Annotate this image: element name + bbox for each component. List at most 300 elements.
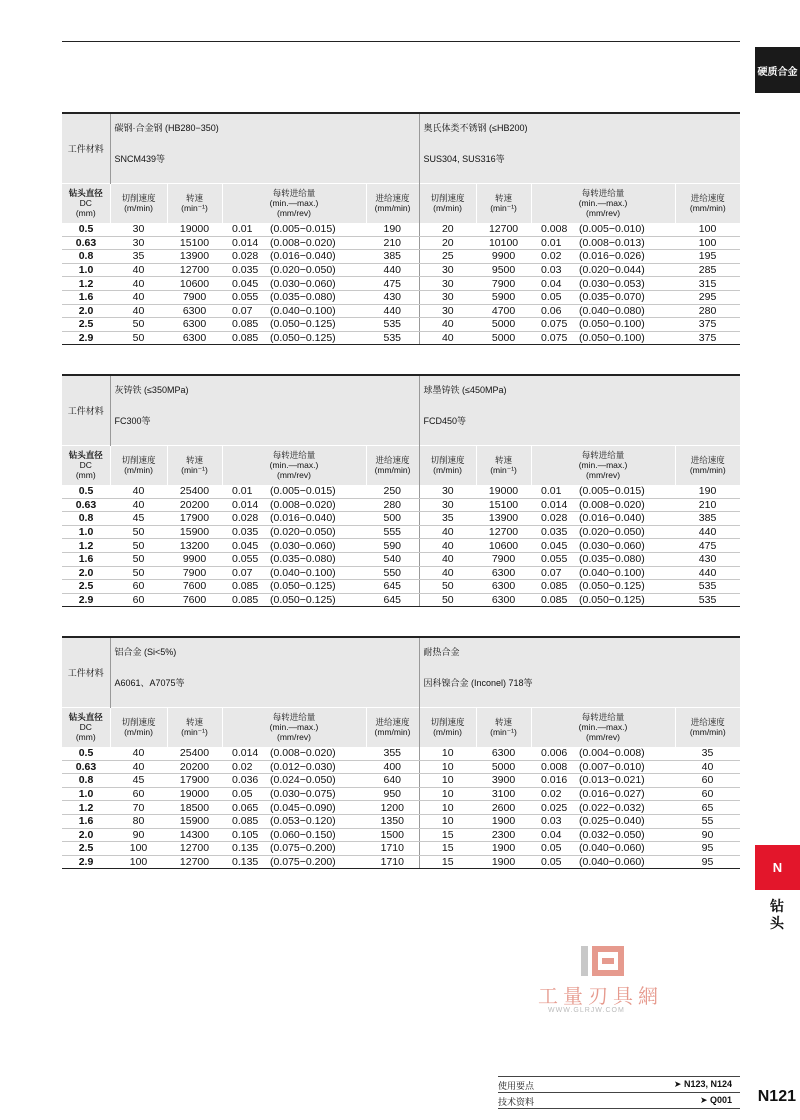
header-feed-per-rev-line: 每转进给量 bbox=[581, 712, 625, 723]
feed-value: 0.075 bbox=[541, 332, 568, 345]
feed-rate-cell: 500 bbox=[366, 512, 419, 526]
feed-cell bbox=[222, 263, 366, 277]
feed-cell bbox=[531, 814, 675, 828]
feed-value: 0.05 bbox=[232, 788, 253, 801]
material-name: 铝合金 (Si<5%) bbox=[114, 647, 177, 657]
feed-cell bbox=[222, 828, 366, 842]
feed-value: 0.075 bbox=[541, 318, 568, 331]
feed-cell bbox=[222, 774, 366, 788]
header-feed-per-rev-line: 每转进给量 bbox=[272, 450, 316, 461]
feed-range: (0.040−0.060) bbox=[579, 856, 645, 869]
feed-value: 0.008 bbox=[541, 223, 568, 236]
header-cutting-speed-line: 切削速度 bbox=[121, 455, 156, 466]
feed-range: (0.007−0.010) bbox=[579, 760, 645, 773]
diameter-cell: 1.6 bbox=[62, 290, 110, 304]
header-feed-per-rev-line: (min.—max.) bbox=[269, 722, 319, 733]
cutting-speed-cell: 40 bbox=[110, 498, 167, 512]
feed-range: (0.013−0.021) bbox=[579, 774, 645, 787]
feed-value: 0.06 bbox=[541, 304, 562, 317]
top-rule bbox=[62, 41, 740, 42]
feed-rate-cell: 60 bbox=[675, 774, 740, 788]
feed-range: (0.050−0.100) bbox=[579, 332, 645, 345]
feed-rate-cell: 430 bbox=[366, 290, 419, 304]
cutting-speed-cell: 40 bbox=[110, 277, 167, 291]
feed-rate-cell: 190 bbox=[366, 223, 419, 236]
spindle-speed-cell: 2300 bbox=[476, 828, 531, 842]
header-cutting-speed-line: (m/min) bbox=[124, 203, 153, 214]
header-feed-per-rev-line: 每转进给量 bbox=[272, 188, 316, 199]
table-row bbox=[62, 760, 740, 774]
diameter-cell: 1.2 bbox=[62, 801, 110, 815]
feed-value: 0.045 bbox=[232, 539, 259, 552]
feed-rate-cell: 440 bbox=[675, 566, 740, 580]
diameter-cell: 1.0 bbox=[62, 525, 110, 539]
table-row bbox=[62, 485, 740, 498]
feed-value: 0.05 bbox=[541, 842, 562, 855]
feed-rate-cell: 40 bbox=[675, 760, 740, 774]
cutting-table bbox=[62, 636, 740, 869]
header-feed-rate-line: 进给速度 bbox=[375, 193, 410, 204]
cutting-speed-cell: 45 bbox=[110, 512, 167, 526]
work-material-label: 工件材料 bbox=[62, 375, 110, 445]
cutting-speed-cell: 30 bbox=[419, 304, 476, 318]
header-feed-rate-line: 进给速度 bbox=[690, 193, 725, 204]
cutting-speed-cell: 30 bbox=[419, 263, 476, 277]
feed-cell bbox=[531, 855, 675, 869]
spindle-speed-cell: 1900 bbox=[476, 855, 531, 869]
feed-cell bbox=[222, 318, 366, 332]
material-grade: SNCM439等 bbox=[114, 154, 166, 164]
feed-rate-cell: 280 bbox=[366, 498, 419, 512]
feed-range: (0.075−0.200) bbox=[270, 842, 336, 855]
reference-link[interactable]: ➤ N123, N124 bbox=[673, 1079, 732, 1089]
feed-value: 0.01 bbox=[232, 223, 253, 236]
header-feed-per-rev-line: 每转进给量 bbox=[581, 188, 625, 199]
cutting-speed-cell: 40 bbox=[419, 331, 476, 345]
feed-cell bbox=[222, 552, 366, 566]
feed-rate-cell: 375 bbox=[675, 331, 740, 345]
feed-range: (0.016−0.040) bbox=[270, 512, 336, 525]
feed-rate-cell: 35 bbox=[675, 747, 740, 760]
header-feed-rate bbox=[366, 183, 419, 223]
feed-value: 0.036 bbox=[232, 774, 259, 787]
reference-label: 使用要点 bbox=[498, 1081, 535, 1091]
spindle-speed-cell: 20200 bbox=[167, 498, 222, 512]
header-feed-rate-line: 进给速度 bbox=[375, 455, 410, 466]
header-feed-per-rev bbox=[222, 445, 366, 485]
feed-range: (0.008−0.020) bbox=[579, 498, 645, 511]
cutting-speed-cell: 20 bbox=[419, 236, 476, 250]
feed-range: (0.016−0.026) bbox=[579, 250, 645, 263]
watermark-url: WWW.GLRJW.COM bbox=[548, 1007, 625, 1014]
feed-rate-cell: 280 bbox=[675, 304, 740, 318]
cutting-speed-cell: 40 bbox=[110, 485, 167, 498]
feed-value: 0.085 bbox=[541, 594, 568, 607]
cutting-speed-cell: 40 bbox=[110, 760, 167, 774]
feed-cell bbox=[222, 223, 366, 236]
header-feed-rate bbox=[675, 183, 740, 223]
spindle-speed-cell: 19000 bbox=[167, 223, 222, 236]
feed-range: (0.050−0.125) bbox=[579, 580, 645, 593]
header-feed-per-rev-line: 每转进给量 bbox=[581, 450, 625, 461]
spindle-speed-cell: 3100 bbox=[476, 787, 531, 801]
header-diameter-line: DC bbox=[79, 198, 92, 209]
table-row bbox=[62, 747, 740, 760]
feed-value: 0.04 bbox=[541, 277, 562, 290]
feed-value: 0.01 bbox=[232, 485, 253, 498]
table-row bbox=[62, 223, 740, 236]
feed-rate-cell: 555 bbox=[366, 525, 419, 539]
feed-range: (0.040−0.060) bbox=[579, 842, 645, 855]
feed-value: 0.014 bbox=[232, 747, 259, 760]
spindle-speed-cell: 13900 bbox=[476, 512, 531, 526]
spindle-speed-cell: 7900 bbox=[167, 566, 222, 580]
cutting-speed-cell: 30 bbox=[419, 498, 476, 512]
feed-cell bbox=[531, 318, 675, 332]
feed-value: 0.135 bbox=[232, 842, 259, 855]
feed-rate-cell: 640 bbox=[366, 774, 419, 788]
table-row bbox=[62, 331, 740, 345]
feed-value: 0.02 bbox=[541, 788, 562, 801]
cutting-speed-cell: 40 bbox=[419, 539, 476, 553]
table-row bbox=[62, 580, 740, 594]
cutting-speed-cell: 20 bbox=[419, 223, 476, 236]
spindle-speed-cell: 12700 bbox=[476, 223, 531, 236]
feed-range: (0.040−0.100) bbox=[270, 566, 336, 579]
feed-cell bbox=[531, 512, 675, 526]
feed-value: 0.07 bbox=[232, 566, 253, 579]
feed-value: 0.028 bbox=[232, 512, 259, 525]
feed-cell bbox=[222, 236, 366, 250]
cutting-speed-cell: 10 bbox=[419, 774, 476, 788]
spindle-speed-cell: 7900 bbox=[167, 290, 222, 304]
cutting-speed-cell: 40 bbox=[110, 290, 167, 304]
section-tab-carbide[interactable]: 硬质合金 bbox=[755, 47, 800, 93]
header-cutting-speed-line: 切削速度 bbox=[121, 193, 156, 204]
table-row bbox=[62, 525, 740, 539]
table-row bbox=[62, 566, 740, 580]
work-material-label: 工件材料 bbox=[62, 637, 110, 707]
feed-range: (0.050−0.100) bbox=[579, 318, 645, 331]
header-cutting-speed-line: 切削速度 bbox=[430, 193, 465, 204]
feed-value: 0.07 bbox=[541, 566, 562, 579]
feed-cell bbox=[531, 539, 675, 553]
cutting-speed-cell: 15 bbox=[419, 842, 476, 856]
spindle-speed-cell: 17900 bbox=[167, 512, 222, 526]
header-feed-rate-line: 进给速度 bbox=[690, 717, 725, 728]
feed-cell bbox=[222, 814, 366, 828]
header-spindle-speed bbox=[167, 183, 222, 223]
header-feed-rate-line: (mm/min) bbox=[689, 465, 726, 476]
header-diameter bbox=[62, 707, 110, 747]
feed-value: 0.035 bbox=[541, 526, 568, 539]
feed-range: (0.004−0.008) bbox=[579, 747, 645, 760]
header-cutting-speed bbox=[419, 183, 476, 223]
feed-rate-cell: 385 bbox=[366, 250, 419, 264]
feed-rate-cell: 385 bbox=[675, 512, 740, 526]
diameter-cell: 1.6 bbox=[62, 814, 110, 828]
feed-value: 0.014 bbox=[232, 236, 259, 249]
header-feed-rate bbox=[675, 445, 740, 485]
table-row bbox=[62, 290, 740, 304]
cutting-speed-cell: 50 bbox=[110, 525, 167, 539]
cutting-speed-cell: 50 bbox=[419, 580, 476, 594]
header-cutting-speed bbox=[419, 707, 476, 747]
feed-cell bbox=[531, 774, 675, 788]
feed-range: (0.020−0.050) bbox=[579, 526, 645, 539]
feed-rate-cell: 100 bbox=[675, 236, 740, 250]
feed-value: 0.055 bbox=[541, 553, 568, 566]
header-feed-per-rev-line: (min.—max.) bbox=[578, 198, 628, 209]
watermark-logo-icon bbox=[580, 944, 626, 978]
feed-range: (0.005−0.015) bbox=[579, 485, 645, 498]
header-spindle-speed-line: 转速 bbox=[185, 717, 203, 728]
feed-cell bbox=[222, 593, 366, 607]
spindle-speed-cell: 18500 bbox=[167, 801, 222, 815]
spindle-speed-cell: 15900 bbox=[167, 814, 222, 828]
feed-range: (0.008−0.020) bbox=[270, 236, 336, 249]
material-left bbox=[110, 375, 419, 445]
feed-range: (0.008−0.020) bbox=[270, 747, 336, 760]
diameter-cell: 0.8 bbox=[62, 774, 110, 788]
feed-cell bbox=[222, 566, 366, 580]
cutting-speed-cell: 50 bbox=[110, 566, 167, 580]
feed-rate-cell: 1200 bbox=[366, 801, 419, 815]
cutting-speed-cell: 10 bbox=[419, 801, 476, 815]
spindle-speed-cell: 15100 bbox=[476, 498, 531, 512]
header-diameter-line: (mm) bbox=[75, 208, 96, 219]
material-name: 碳钢·合金钢 (HB280−350) bbox=[114, 123, 219, 133]
feed-range: (0.035−0.080) bbox=[270, 291, 336, 304]
feed-rate-cell: 440 bbox=[675, 525, 740, 539]
diameter-cell: 0.5 bbox=[62, 223, 110, 236]
feed-range: (0.025−0.040) bbox=[579, 815, 645, 828]
feed-rate-cell: 535 bbox=[366, 331, 419, 345]
header-diameter-line: (mm) bbox=[75, 732, 96, 743]
feed-range: (0.030−0.053) bbox=[579, 277, 645, 290]
material-name: 球墨铸铁 (≤450MPa) bbox=[423, 385, 507, 395]
feed-value: 0.05 bbox=[541, 291, 562, 304]
diameter-cell: 2.0 bbox=[62, 828, 110, 842]
feed-range: (0.050−0.125) bbox=[270, 594, 336, 607]
cutting-speed-cell: 10 bbox=[419, 787, 476, 801]
header-feed-per-rev-line: 每转进给量 bbox=[272, 712, 316, 723]
feed-cell bbox=[531, 304, 675, 318]
spindle-speed-cell: 5000 bbox=[476, 318, 531, 332]
feed-rate-cell: 100 bbox=[675, 223, 740, 236]
material-grade: FCD450等 bbox=[423, 416, 467, 426]
feed-rate-cell: 535 bbox=[675, 580, 740, 594]
cutting-speed-cell: 50 bbox=[110, 318, 167, 332]
header-cutting-speed-line: (m/min) bbox=[124, 465, 153, 476]
header-feed-per-rev-line: (mm/rev) bbox=[586, 208, 621, 219]
spindle-speed-cell: 7900 bbox=[476, 552, 531, 566]
cutting-speed-cell: 45 bbox=[110, 774, 167, 788]
spindle-speed-cell: 25400 bbox=[167, 485, 222, 498]
cutting-speed-cell: 15 bbox=[419, 855, 476, 869]
material-right bbox=[419, 375, 740, 445]
diameter-cell: 2.9 bbox=[62, 855, 110, 869]
header-spindle-speed-line: (min⁻¹) bbox=[181, 727, 208, 738]
table-row bbox=[62, 236, 740, 250]
spindle-speed-cell: 6300 bbox=[476, 747, 531, 760]
header-spindle-speed-line: (min⁻¹) bbox=[490, 203, 517, 214]
reference-row[interactable] bbox=[498, 1076, 740, 1092]
feed-value: 0.01 bbox=[541, 236, 562, 249]
spindle-speed-cell: 12700 bbox=[476, 525, 531, 539]
cutting-speed-cell: 60 bbox=[110, 787, 167, 801]
spindle-speed-cell: 5000 bbox=[476, 760, 531, 774]
spindle-speed-cell: 1900 bbox=[476, 842, 531, 856]
spindle-speed-cell: 13200 bbox=[167, 539, 222, 553]
feed-range: (0.016−0.040) bbox=[270, 250, 336, 263]
header-spindle-speed-line: 转速 bbox=[495, 455, 513, 466]
table-row bbox=[62, 539, 740, 553]
spindle-speed-cell: 6300 bbox=[476, 593, 531, 607]
feed-rate-cell: 250 bbox=[366, 485, 419, 498]
spindle-speed-cell: 9900 bbox=[167, 552, 222, 566]
header-spindle-speed-line: 转速 bbox=[495, 193, 513, 204]
material-left bbox=[110, 113, 419, 183]
header-spindle-speed bbox=[476, 183, 531, 223]
feed-cell bbox=[531, 223, 675, 236]
section-tab-n[interactable]: N bbox=[755, 845, 800, 890]
feed-range: (0.020−0.044) bbox=[579, 264, 645, 277]
feed-rate-cell: 95 bbox=[675, 842, 740, 856]
header-diameter-line: DC bbox=[79, 722, 92, 733]
feed-rate-cell: 540 bbox=[366, 552, 419, 566]
feed-value: 0.055 bbox=[232, 291, 259, 304]
spindle-speed-cell: 25400 bbox=[167, 747, 222, 760]
work-material-label: 工件材料 bbox=[62, 113, 110, 183]
feed-rate-cell: 400 bbox=[366, 760, 419, 774]
feed-rate-cell: 475 bbox=[675, 539, 740, 553]
table-row bbox=[62, 512, 740, 526]
header-cutting-speed-line: (m/min) bbox=[124, 727, 153, 738]
feed-value: 0.065 bbox=[232, 801, 259, 814]
spindle-speed-cell: 2600 bbox=[476, 801, 531, 815]
feed-cell bbox=[531, 331, 675, 345]
header-feed-per-rev-line: (mm/rev) bbox=[586, 470, 621, 481]
feed-cell bbox=[222, 525, 366, 539]
header-feed-rate-line: 进给速度 bbox=[375, 717, 410, 728]
feed-range: (0.005−0.015) bbox=[270, 485, 336, 498]
reference-row[interactable] bbox=[498, 1092, 740, 1109]
feed-cell bbox=[531, 250, 675, 264]
feed-cell bbox=[222, 498, 366, 512]
header-diameter-line: 钻头直径 bbox=[68, 712, 103, 723]
header-cutting-speed-line: 切削速度 bbox=[430, 717, 465, 728]
feed-range: (0.008−0.020) bbox=[270, 498, 336, 511]
material-name: 耐热合金 bbox=[423, 647, 460, 657]
cutting-speed-cell: 50 bbox=[110, 539, 167, 553]
feed-cell bbox=[531, 498, 675, 512]
material-grade: FC300等 bbox=[114, 416, 151, 426]
feed-cell bbox=[222, 787, 366, 801]
feed-value: 0.085 bbox=[232, 594, 259, 607]
header-feed-per-rev bbox=[222, 183, 366, 223]
feed-cell bbox=[531, 552, 675, 566]
cutting-speed-cell: 30 bbox=[419, 485, 476, 498]
header-cutting-speed bbox=[110, 707, 167, 747]
table-row bbox=[62, 263, 740, 277]
diameter-cell: 0.63 bbox=[62, 236, 110, 250]
feed-range: (0.045−0.090) bbox=[270, 801, 336, 814]
feed-value: 0.014 bbox=[232, 498, 259, 511]
feed-cell bbox=[531, 828, 675, 842]
feed-value: 0.02 bbox=[541, 250, 562, 263]
cutting-table bbox=[62, 112, 740, 345]
spindle-speed-cell: 12700 bbox=[167, 842, 222, 856]
cutting-speed-cell: 30 bbox=[110, 223, 167, 236]
feed-range: (0.060−0.150) bbox=[270, 828, 336, 841]
header-feed-rate bbox=[366, 445, 419, 485]
reference-label: 技术资料 bbox=[498, 1097, 535, 1107]
feed-rate-cell: 60 bbox=[675, 787, 740, 801]
table-row bbox=[62, 787, 740, 801]
header-cutting-speed-line: (m/min) bbox=[433, 465, 462, 476]
spindle-speed-cell: 7900 bbox=[476, 277, 531, 291]
feed-cell bbox=[531, 747, 675, 760]
feed-cell bbox=[531, 277, 675, 291]
spindle-speed-cell: 6300 bbox=[476, 566, 531, 580]
feed-rate-cell: 535 bbox=[675, 593, 740, 607]
feed-rate-cell: 440 bbox=[366, 263, 419, 277]
feed-rate-cell: 55 bbox=[675, 814, 740, 828]
header-feed-per-rev-line: (mm/rev) bbox=[277, 732, 311, 743]
cutting-speed-cell: 100 bbox=[110, 855, 167, 869]
feed-range: (0.022−0.032) bbox=[579, 801, 645, 814]
feed-range: (0.005−0.010) bbox=[579, 223, 645, 236]
feed-cell bbox=[531, 525, 675, 539]
table-row bbox=[62, 593, 740, 607]
spindle-speed-cell: 7600 bbox=[167, 580, 222, 594]
feed-range: (0.040−0.100) bbox=[270, 304, 336, 317]
feed-rate-cell: 285 bbox=[675, 263, 740, 277]
spindle-speed-cell: 19000 bbox=[476, 485, 531, 498]
spindle-speed-cell: 12700 bbox=[167, 855, 222, 869]
spindle-speed-cell: 13900 bbox=[167, 250, 222, 264]
diameter-cell: 0.63 bbox=[62, 498, 110, 512]
header-feed-per-rev-line: (min.—max.) bbox=[269, 460, 319, 471]
feed-range: (0.030−0.060) bbox=[579, 539, 645, 552]
diameter-cell: 0.5 bbox=[62, 485, 110, 498]
spindle-speed-cell: 14300 bbox=[167, 828, 222, 842]
feed-value: 0.028 bbox=[541, 512, 568, 525]
feed-value: 0.008 bbox=[541, 760, 568, 773]
feed-value: 0.016 bbox=[541, 774, 568, 787]
feed-rate-cell: 295 bbox=[675, 290, 740, 304]
header-feed-per-rev bbox=[531, 445, 675, 485]
feed-rate-cell: 645 bbox=[366, 593, 419, 607]
feed-value: 0.085 bbox=[232, 318, 259, 331]
section-label-drill: 钻头 bbox=[770, 898, 784, 931]
header-spindle-speed-line: (min⁻¹) bbox=[490, 465, 517, 476]
header-feed-rate-line: 进给速度 bbox=[690, 455, 725, 466]
material-grade: A6061、A7075等 bbox=[114, 678, 185, 688]
spindle-speed-cell: 6300 bbox=[167, 304, 222, 318]
feed-value: 0.07 bbox=[232, 304, 253, 317]
reference-link[interactable]: ➤ Q001 bbox=[699, 1095, 732, 1105]
feed-rate-cell: 210 bbox=[366, 236, 419, 250]
cutting-speed-cell: 35 bbox=[419, 512, 476, 526]
feed-range: (0.050−0.125) bbox=[579, 594, 645, 607]
header-feed-per-rev-line: (min.—max.) bbox=[578, 460, 628, 471]
header-spindle-speed-line: (min⁻¹) bbox=[490, 727, 517, 738]
header-cutting-speed bbox=[110, 183, 167, 223]
spindle-speed-cell: 6300 bbox=[476, 580, 531, 594]
header-feed-per-rev bbox=[222, 707, 366, 747]
